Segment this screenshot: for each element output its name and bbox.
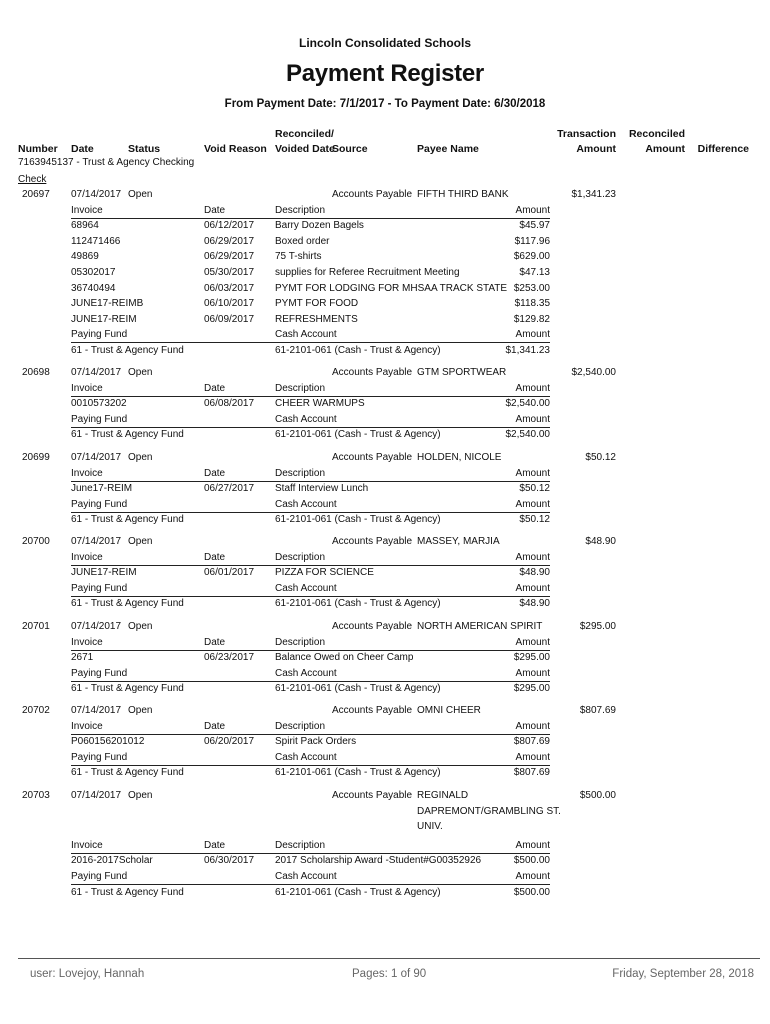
fund-amount: $1,341.23 — [505, 345, 550, 356]
amount-header: Amount — [515, 382, 550, 394]
invoice-date-header: Date — [204, 467, 226, 479]
invoice-amount: $117.96 — [514, 235, 550, 247]
payee-name: UNIV. — [417, 821, 443, 833]
invoice-number: 2671 — [71, 652, 94, 664]
paying-fund: 61 - Trust & Agency Fund — [71, 683, 184, 695]
check-source: Accounts Payable — [332, 367, 413, 378]
description-header: Description — [275, 382, 326, 394]
cash-account-label: Cash Account — [275, 329, 337, 341]
invoice-date: 06/23/2017 — [204, 652, 255, 664]
fund-header-rule — [71, 427, 550, 428]
col-void-reason: Void Reason — [204, 143, 267, 155]
fund-amount-header: Amount — [515, 871, 550, 882]
fund-amount-header: Amount — [515, 498, 550, 510]
fund-header-rule — [71, 596, 550, 597]
paying-fund-label: Paying Fund — [71, 582, 128, 594]
cash-account-label: Cash Account — [275, 751, 337, 763]
transaction-amount: $500.00 — [579, 790, 616, 801]
invoice-date: 06/29/2017 — [204, 235, 255, 247]
invoice-amount: $295.00 — [513, 652, 550, 664]
check-status: Open — [128, 452, 153, 463]
school-name: Lincoln Consolidated Schools — [298, 36, 471, 50]
account-label: 7163945137 - Trust & Agency Checking — [18, 157, 195, 168]
paying-fund-label: Paying Fund — [71, 667, 128, 679]
fund-amount-header: Amount — [515, 413, 550, 425]
invoice-description: CHEER WARMUPS — [275, 398, 365, 410]
invoice-amount: $253.00 — [513, 282, 550, 294]
amount-header: Amount — [515, 551, 550, 563]
invoice-header-label: Invoice — [71, 382, 103, 394]
col-number: Number — [18, 143, 58, 155]
invoice-description: PIZZA FOR SCIENCE — [275, 567, 374, 579]
transaction-amount: $295.00 — [579, 621, 616, 632]
col-payee-name: Payee Name — [417, 143, 479, 155]
cash-account-label: Cash Account — [275, 413, 337, 425]
fund-amount: $807.69 — [513, 767, 550, 779]
invoice-date: 06/10/2017 — [204, 298, 255, 310]
fund-header-rule — [71, 765, 550, 766]
invoice-description: PYMT FOR FOOD — [275, 298, 359, 310]
col-reconciled-voided-2: Voided Date — [275, 143, 335, 155]
check-source: Accounts Payable — [332, 705, 413, 716]
description-header: Description — [275, 839, 326, 851]
fund-header-rule — [71, 342, 550, 343]
transaction-amount: $50.12 — [585, 452, 616, 463]
fund-amount: $50.12 — [519, 514, 550, 526]
payee-name: NORTH AMERICAN SPIRIT — [417, 621, 543, 632]
fund-amount-header: Amount — [515, 667, 550, 679]
invoice-description: supplies for Referee Recruitment Meeting — [275, 267, 460, 278]
check-source: Accounts Payable — [332, 536, 413, 547]
paying-fund: 61 - Trust & Agency Fund — [71, 514, 184, 526]
date-range: From Payment Date: 7/1/2017 - To Payment Date: 6/30/2018 — [224, 98, 546, 110]
footer-divider — [18, 958, 760, 959]
invoice-description: Barry Dozen Bagels — [275, 220, 364, 232]
amount-header: Amount — [515, 636, 550, 648]
payee-name: DAPREMONT/GRAMBLING ST. — [417, 805, 561, 817]
invoice-date: 05/30/2017 — [204, 267, 255, 278]
invoice-date-header: Date — [204, 720, 226, 732]
invoice-header-label: Invoice — [71, 839, 103, 851]
invoice-date: 06/01/2017 — [204, 567, 255, 579]
invoice-header-rule — [71, 218, 550, 219]
paying-fund: 61 - Trust & Agency Fund — [71, 345, 184, 356]
invoice-header-label: Invoice — [71, 204, 103, 216]
invoice-number: 112471466 — [71, 235, 121, 247]
invoice-amount: $118.35 — [514, 298, 550, 310]
fund-amount-header: Amount — [515, 751, 550, 763]
invoice-number: JUNE17-REIM — [71, 567, 137, 579]
check-date: 07/14/2017 — [71, 367, 122, 378]
cash-account: 61-2101-061 (Cash - Trust & Agency) — [275, 514, 441, 526]
invoice-date-header: Date — [204, 839, 226, 851]
transaction-amount: $807.69 — [579, 705, 616, 716]
invoice-description: Balance Owed on Cheer Camp — [275, 652, 414, 664]
paying-fund: 61 - Trust & Agency Fund — [71, 598, 184, 610]
fund-header-rule — [71, 884, 550, 885]
invoice-header-label: Invoice — [71, 467, 103, 479]
check-source: Accounts Payable — [332, 189, 413, 200]
check-date: 07/14/2017 — [71, 452, 122, 463]
transaction-amount: $48.90 — [585, 536, 616, 547]
fund-amount-header: Amount — [515, 582, 550, 594]
invoice-amount: $129.82 — [513, 313, 550, 325]
invoice-amount: $2,540.00 — [505, 398, 550, 410]
footer-pages: Pages: 1 of 90 — [352, 968, 427, 980]
check-date: 07/14/2017 — [71, 536, 122, 547]
check-source: Accounts Payable — [332, 452, 413, 463]
invoice-date: 06/09/2017 — [204, 313, 255, 325]
invoice-date: 06/03/2017 — [204, 282, 255, 294]
check-status: Open — [128, 621, 153, 632]
invoice-date-header: Date — [204, 636, 226, 648]
section-label: Check — [18, 174, 47, 185]
payee-name: FIFTH THIRD BANK — [417, 189, 509, 200]
payee-name: REGINALD — [417, 790, 469, 801]
invoice-header-rule — [71, 396, 550, 397]
invoice-description: 75 T-shirts — [275, 251, 322, 263]
col-status: Status — [128, 143, 161, 155]
payee-name: HOLDEN, NICOLE — [417, 452, 502, 463]
paying-fund-label: Paying Fund — [71, 329, 128, 341]
paying-fund-label: Paying Fund — [71, 413, 128, 425]
check-date: 07/14/2017 — [71, 189, 122, 200]
invoice-header-rule — [71, 481, 550, 482]
paying-fund: 61 - Trust & Agency Fund — [71, 767, 184, 779]
cash-account: 61-2101-061 (Cash - Trust & Agency) — [275, 886, 441, 898]
check-status: Open — [128, 790, 153, 801]
check-number: 20701 — [22, 621, 50, 632]
invoice-date: 06/27/2017 — [204, 483, 255, 495]
invoice-description: 2017 Scholarship Award -Student#G00352926 — [275, 855, 482, 867]
invoice-amount: $45.97 — [519, 220, 550, 232]
invoice-date: 06/20/2017 — [204, 736, 255, 748]
invoice-amount: $48.90 — [519, 567, 550, 579]
description-header: Description — [275, 636, 326, 648]
fund-header-rule — [71, 512, 550, 513]
transaction-amount: $2,540.00 — [571, 367, 616, 378]
invoice-number: JUNE17-REIM — [71, 313, 137, 325]
check-number: 20699 — [22, 452, 50, 463]
invoice-description: Spirit Pack Orders — [275, 736, 357, 748]
transaction-amount: $1,341.23 — [571, 189, 616, 200]
check-number: 20698 — [22, 367, 50, 378]
col-reconciled-2: Amount — [645, 143, 685, 155]
invoice-number: 0010573202 — [71, 398, 127, 410]
col-transaction-2: Amount — [576, 143, 616, 155]
invoice-date-header: Date — [204, 382, 226, 394]
invoice-number: June17-REIM — [71, 483, 133, 495]
invoice-header-rule — [71, 565, 550, 566]
fund-header-rule — [71, 681, 550, 682]
col-reconciled-1: Reconciled — [628, 128, 685, 140]
invoice-header-rule — [71, 853, 550, 854]
check-status: Open — [128, 189, 153, 200]
invoice-date-header: Date — [204, 551, 226, 563]
fund-amount-header: Amount — [515, 329, 550, 341]
cash-account: 61-2101-061 (Cash - Trust & Agency) — [275, 598, 441, 610]
invoice-header-label: Invoice — [71, 551, 103, 563]
payee-name: OMNI CHEER — [417, 705, 481, 716]
report-title: Payment Register — [286, 60, 484, 87]
amount-header: Amount — [515, 204, 550, 216]
cash-account-label: Cash Account — [275, 582, 337, 594]
check-status: Open — [128, 367, 153, 378]
cash-account: 61-2101-061 (Cash - Trust & Agency) — [275, 683, 441, 695]
invoice-date: 06/29/2017 — [204, 251, 255, 263]
invoice-header-rule — [71, 650, 550, 651]
check-status: Open — [128, 536, 153, 547]
col-date: Date — [71, 143, 94, 155]
invoice-number: 2016-2017Scholar — [71, 855, 153, 867]
invoice-amount: $50.12 — [519, 483, 550, 495]
invoice-number: 36740494 — [71, 282, 116, 294]
cash-account: 61-2101-061 (Cash - Trust & Agency) — [275, 345, 441, 356]
fund-amount: $2,540.00 — [505, 429, 550, 441]
check-source: Accounts Payable — [332, 790, 413, 801]
amount-header: Amount — [515, 720, 550, 732]
cash-account-label: Cash Account — [275, 871, 337, 882]
check-date: 07/14/2017 — [71, 705, 122, 716]
paying-fund-label: Paying Fund — [71, 498, 128, 510]
check-date: 07/14/2017 — [71, 790, 122, 801]
invoice-number: JUNE17-REIMB — [71, 298, 144, 310]
invoice-description: Boxed order — [275, 235, 330, 247]
description-header: Description — [275, 720, 326, 732]
invoice-description: PYMT FOR LODGING FOR MHSAA TRACK STATE — [275, 282, 508, 294]
description-header: Description — [275, 467, 326, 479]
invoice-number: 05302017 — [71, 267, 116, 278]
description-header: Description — [275, 551, 326, 563]
invoice-amount: $807.69 — [513, 736, 550, 748]
payee-name: MASSEY, MARJIA — [417, 536, 500, 547]
amount-header: Amount — [515, 467, 550, 479]
col-difference: Difference — [697, 143, 749, 155]
check-number: 20697 — [22, 189, 50, 200]
description-header: Description — [275, 204, 326, 216]
invoice-date: 06/08/2017 — [204, 398, 255, 410]
invoice-amount: $47.13 — [519, 267, 550, 278]
col-transaction-1: Transaction — [557, 128, 616, 140]
invoice-number: 68964 — [71, 220, 99, 232]
fund-amount: $500.00 — [513, 886, 550, 898]
fund-amount: $295.00 — [513, 683, 550, 695]
paying-fund-label: Paying Fund — [71, 751, 128, 763]
invoice-date: 06/30/2017 — [204, 855, 255, 867]
invoice-number: P060156201012 — [71, 736, 145, 748]
check-source: Accounts Payable — [332, 621, 413, 632]
cash-account-label: Cash Account — [275, 667, 337, 679]
cash-account: 61-2101-061 (Cash - Trust & Agency) — [275, 767, 441, 779]
check-number: 20702 — [22, 705, 50, 716]
col-source: Source — [332, 143, 368, 155]
col-reconciled-voided-1: Reconciled/ — [275, 128, 334, 140]
payee-name: GTM SPORTWEAR — [417, 367, 507, 378]
invoice-date: 06/12/2017 — [204, 220, 255, 232]
invoice-amount: $629.00 — [513, 251, 550, 263]
invoice-description: REFRESHMENTS — [275, 313, 358, 325]
cash-account-label: Cash Account — [275, 498, 337, 510]
paying-fund-label: Paying Fund — [71, 871, 128, 882]
check-date: 07/14/2017 — [71, 621, 122, 632]
invoice-header-rule — [71, 734, 550, 735]
invoice-header-label: Invoice — [71, 720, 103, 732]
footer-user: user: Lovejoy, Hannah — [30, 968, 145, 980]
check-number: 20703 — [22, 790, 50, 801]
fund-amount: $48.90 — [519, 598, 550, 610]
invoice-date-header: Date — [204, 204, 226, 216]
check-status: Open — [128, 705, 153, 716]
paying-fund: 61 - Trust & Agency Fund — [71, 886, 184, 898]
invoice-header-label: Invoice — [71, 636, 103, 648]
invoice-amount: $500.00 — [513, 855, 550, 867]
amount-header: Amount — [515, 839, 550, 851]
footer-date: Friday, September 28, 2018 — [612, 968, 754, 980]
paying-fund: 61 - Trust & Agency Fund — [71, 429, 184, 441]
invoice-description: Staff Interview Lunch — [275, 483, 369, 495]
invoice-number: 49869 — [71, 251, 99, 263]
cash-account: 61-2101-061 (Cash - Trust & Agency) — [275, 429, 441, 441]
check-number: 20700 — [22, 536, 50, 547]
